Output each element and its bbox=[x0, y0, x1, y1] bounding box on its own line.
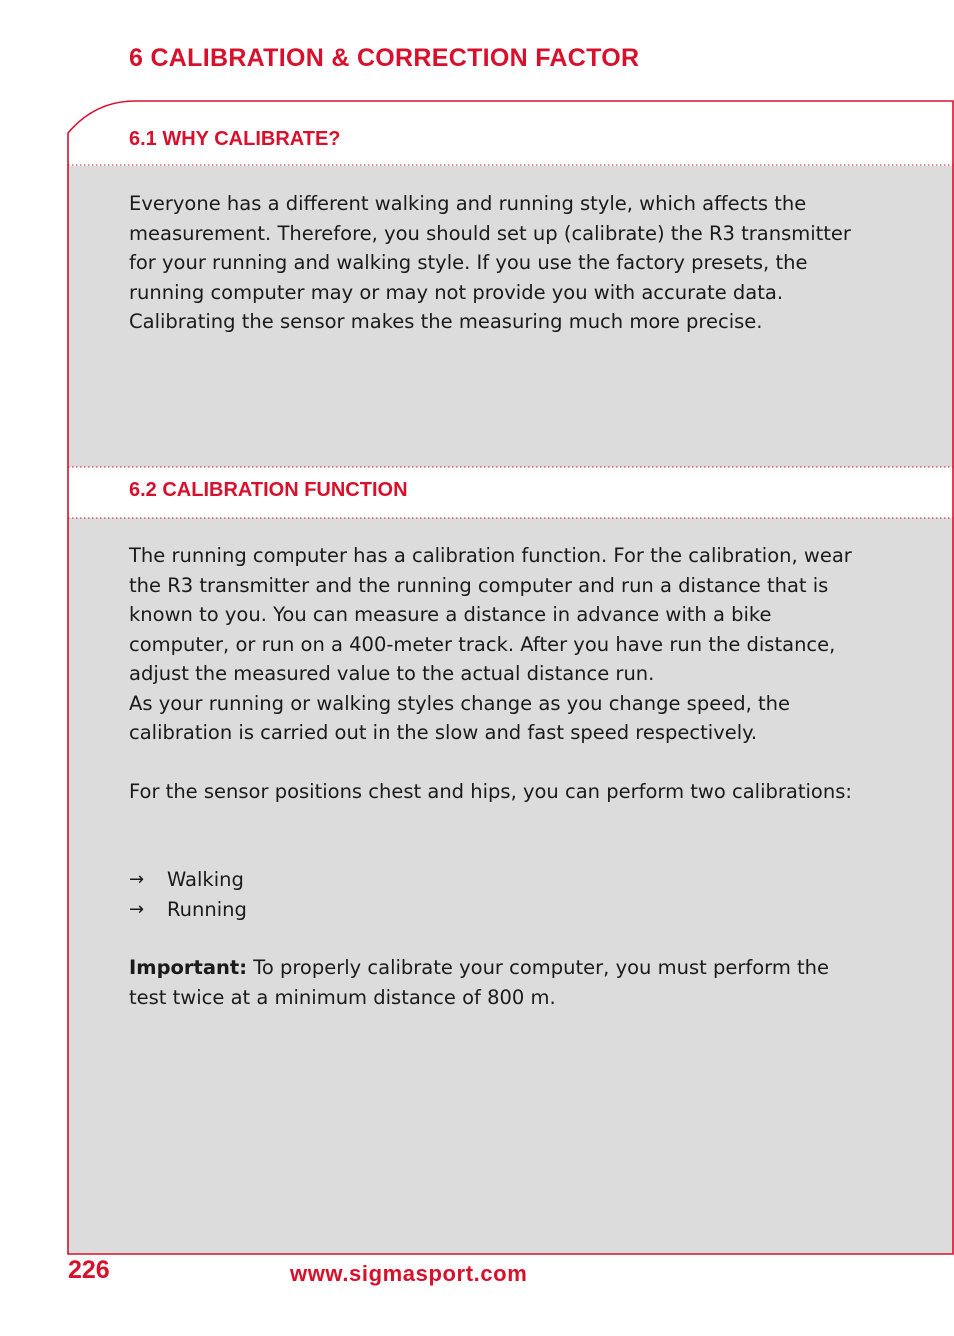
list-item-label: Running bbox=[167, 897, 247, 921]
section-heading-why-calibrate: 6.1 WHY CALIBRATE? bbox=[129, 128, 341, 150]
footer-url[interactable]: www.sigmasport.com bbox=[290, 1261, 528, 1286]
paragraph: Everyone has a different walking and running style, which affects the measurement. Therefore, you should set up (calibrate) the R3 transmitter for your running and walking style. If you use the factory presets, the running computer may or may not provide you with accurate data. Calibrating the sensor makes the measuring much more precise. bbox=[129, 192, 851, 333]
arrow-right-icon: → bbox=[129, 869, 145, 890]
arrow-right-icon: → bbox=[129, 898, 145, 920]
list-item bbox=[129, 895, 247, 925]
important-text: To properly calibrate your computer, you must perform the test twice at a minimum distance of 800 m. bbox=[129, 956, 830, 1009]
list-item bbox=[129, 865, 247, 895]
list-item-label: Walking bbox=[167, 868, 244, 891]
section-heading-calibration-function: 6.2 CALIBRATION FUNCTION bbox=[129, 479, 408, 501]
important-label: Important: bbox=[129, 956, 248, 979]
page-number: 226 bbox=[68, 1256, 110, 1284]
section-2-body bbox=[129, 541, 877, 807]
paragraph: The running computer has a calibration function. For the calibration, wear the R3 transmitter and the running computer and run a distance that is known to you. You can measure a distance in advance with a bike computer, or run on a 400-meter track. After you have run the distance, adjust the measured value to the actual distance run. bbox=[129, 544, 852, 685]
important-note bbox=[129, 953, 869, 1012]
paragraph bbox=[129, 953, 869, 1012]
calibration-list bbox=[129, 865, 247, 924]
chapter-title: 6 CALIBRATION & CORRECTION FACTOR bbox=[129, 44, 640, 72]
section-1-body bbox=[129, 189, 869, 337]
paragraph: As your running or walking styles change as you change speed, the calibration is carried out in the slow and fast speed respectively. bbox=[129, 691, 790, 744]
paragraph: For the sensor positions chest and hips, you can perform two calibrations: bbox=[129, 780, 852, 803]
